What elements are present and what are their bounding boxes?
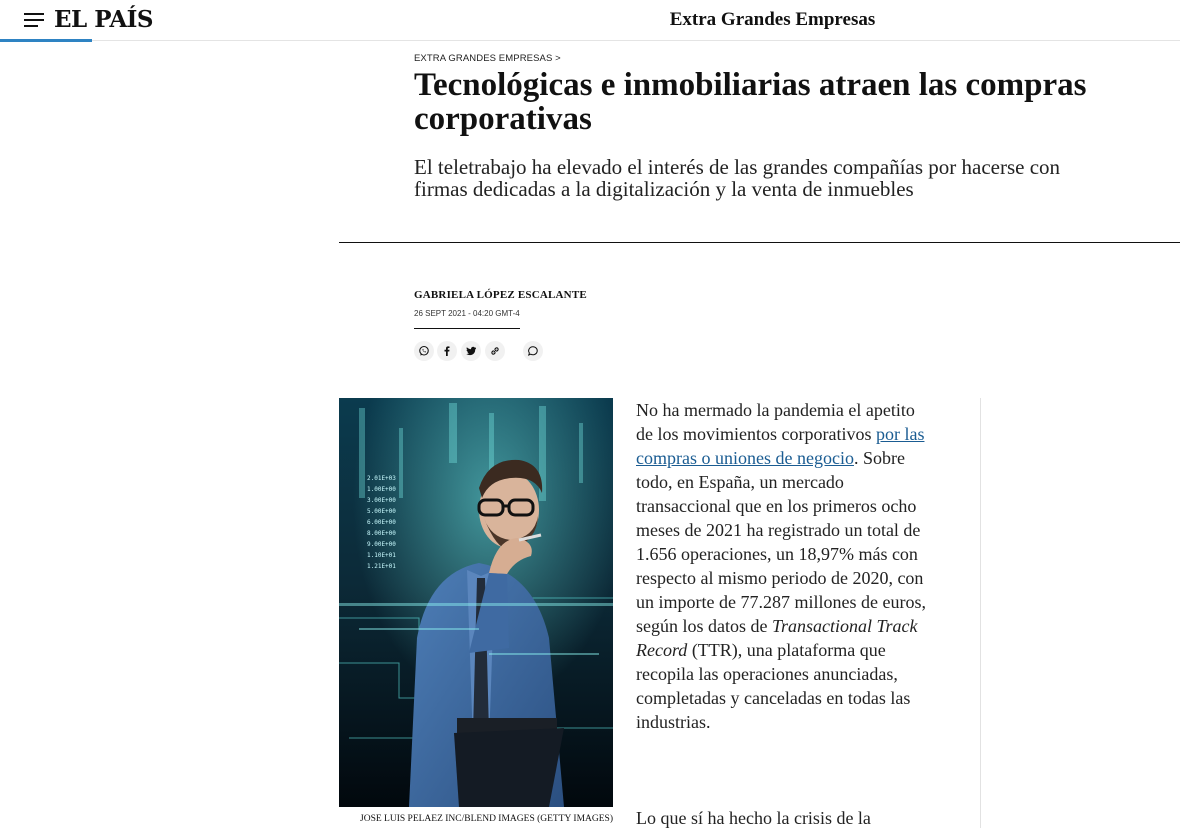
photo-screen-number: 3.00E+00	[367, 497, 396, 504]
standfirst-line-2: firmas dedicadas a la digitalización y la venta de inmuebles	[414, 177, 914, 201]
comment-icon	[527, 345, 539, 357]
el-pais-logo[interactable]: EL PAÍS	[54, 6, 154, 33]
share-facebook-button[interactable]	[437, 341, 457, 361]
photo-screen-number: 1.00E+00	[367, 486, 396, 493]
comments-button[interactable]	[523, 341, 543, 361]
article-lead-photo[interactable]	[339, 398, 613, 807]
share-whatsapp-button[interactable]	[414, 341, 434, 361]
photo-screen-number: 1.21E+01	[367, 563, 396, 570]
link-icon	[489, 345, 501, 357]
paragraph-text: . Sobre todo, en España, un mercado transaccional que en los primeros ocho meses de 2021 ha registrado un total de 1.656 operaciones, un 18,97% más con respecto al mismo periodo de 2020, con un importe de 77.287 millones de euros, según los datos de	[636, 448, 926, 636]
photo-screen-number: 5.00E+00	[367, 508, 396, 515]
publish-date: 26 SEPT 2021 - 04:20 GMT-4	[414, 309, 520, 318]
standfirst-line-1: El teletrabajo ha elevado el interés de las grandes compañías por hacerse con	[414, 155, 1061, 179]
article-paragraph-2: Lo que sí ha hecho la crisis de la	[636, 808, 871, 828]
article-headline	[414, 68, 1154, 136]
photo-caption: JOSE LUIS PELAEZ INC/BLEND IMAGES (GETTY IMAGES)	[360, 814, 613, 824]
reading-progress-bar	[0, 39, 92, 42]
paragraph-italic-source: Transactional Track Record	[636, 616, 918, 660]
twitter-icon	[465, 345, 477, 357]
photo-screen-number: 8.00E+00	[367, 530, 396, 537]
header-divider	[339, 242, 1180, 243]
businessman-hologram-illustration	[339, 398, 613, 807]
paragraph-text: No ha mermado la pandemia el apetito de los movimientos corporativos	[636, 400, 915, 444]
facebook-icon	[441, 345, 453, 357]
paragraph-text: (TTR), una plataforma que recopila las operaciones anunciadas, completadas y canceladas en todas las industrias.	[636, 640, 911, 732]
inline-link-compras[interactable]: por las compras o uniones de negocio	[636, 424, 925, 468]
photo-screen-number: 1.10E+01	[367, 552, 396, 559]
headline-line-1: Tecnológicas e inmobiliarias atraen las compras	[414, 67, 1087, 103]
share-twitter-button[interactable]	[461, 341, 481, 361]
top-navigation-bar	[0, 0, 1180, 41]
byline-divider	[414, 328, 520, 329]
article-paragraph-1	[636, 398, 926, 734]
article-standfirst	[414, 156, 1114, 200]
share-link-button[interactable]	[485, 341, 505, 361]
headline-line-2: corporativas	[414, 101, 592, 137]
photo-screen-number: 9.00E+00	[367, 541, 396, 548]
section-title[interactable]: Extra Grandes Empresas	[669, 9, 876, 30]
photo-screen-number: 6.00E+00	[367, 519, 396, 526]
whatsapp-icon	[418, 345, 430, 357]
photo-screen-number: 2.01E+03	[367, 475, 396, 482]
sidebar-divider	[980, 398, 981, 828]
breadcrumb-kicker[interactable]: EXTRA GRANDES EMPRESAS >	[414, 53, 561, 64]
author-name[interactable]: GABRIELA LÓPEZ ESCALANTE	[414, 289, 587, 301]
